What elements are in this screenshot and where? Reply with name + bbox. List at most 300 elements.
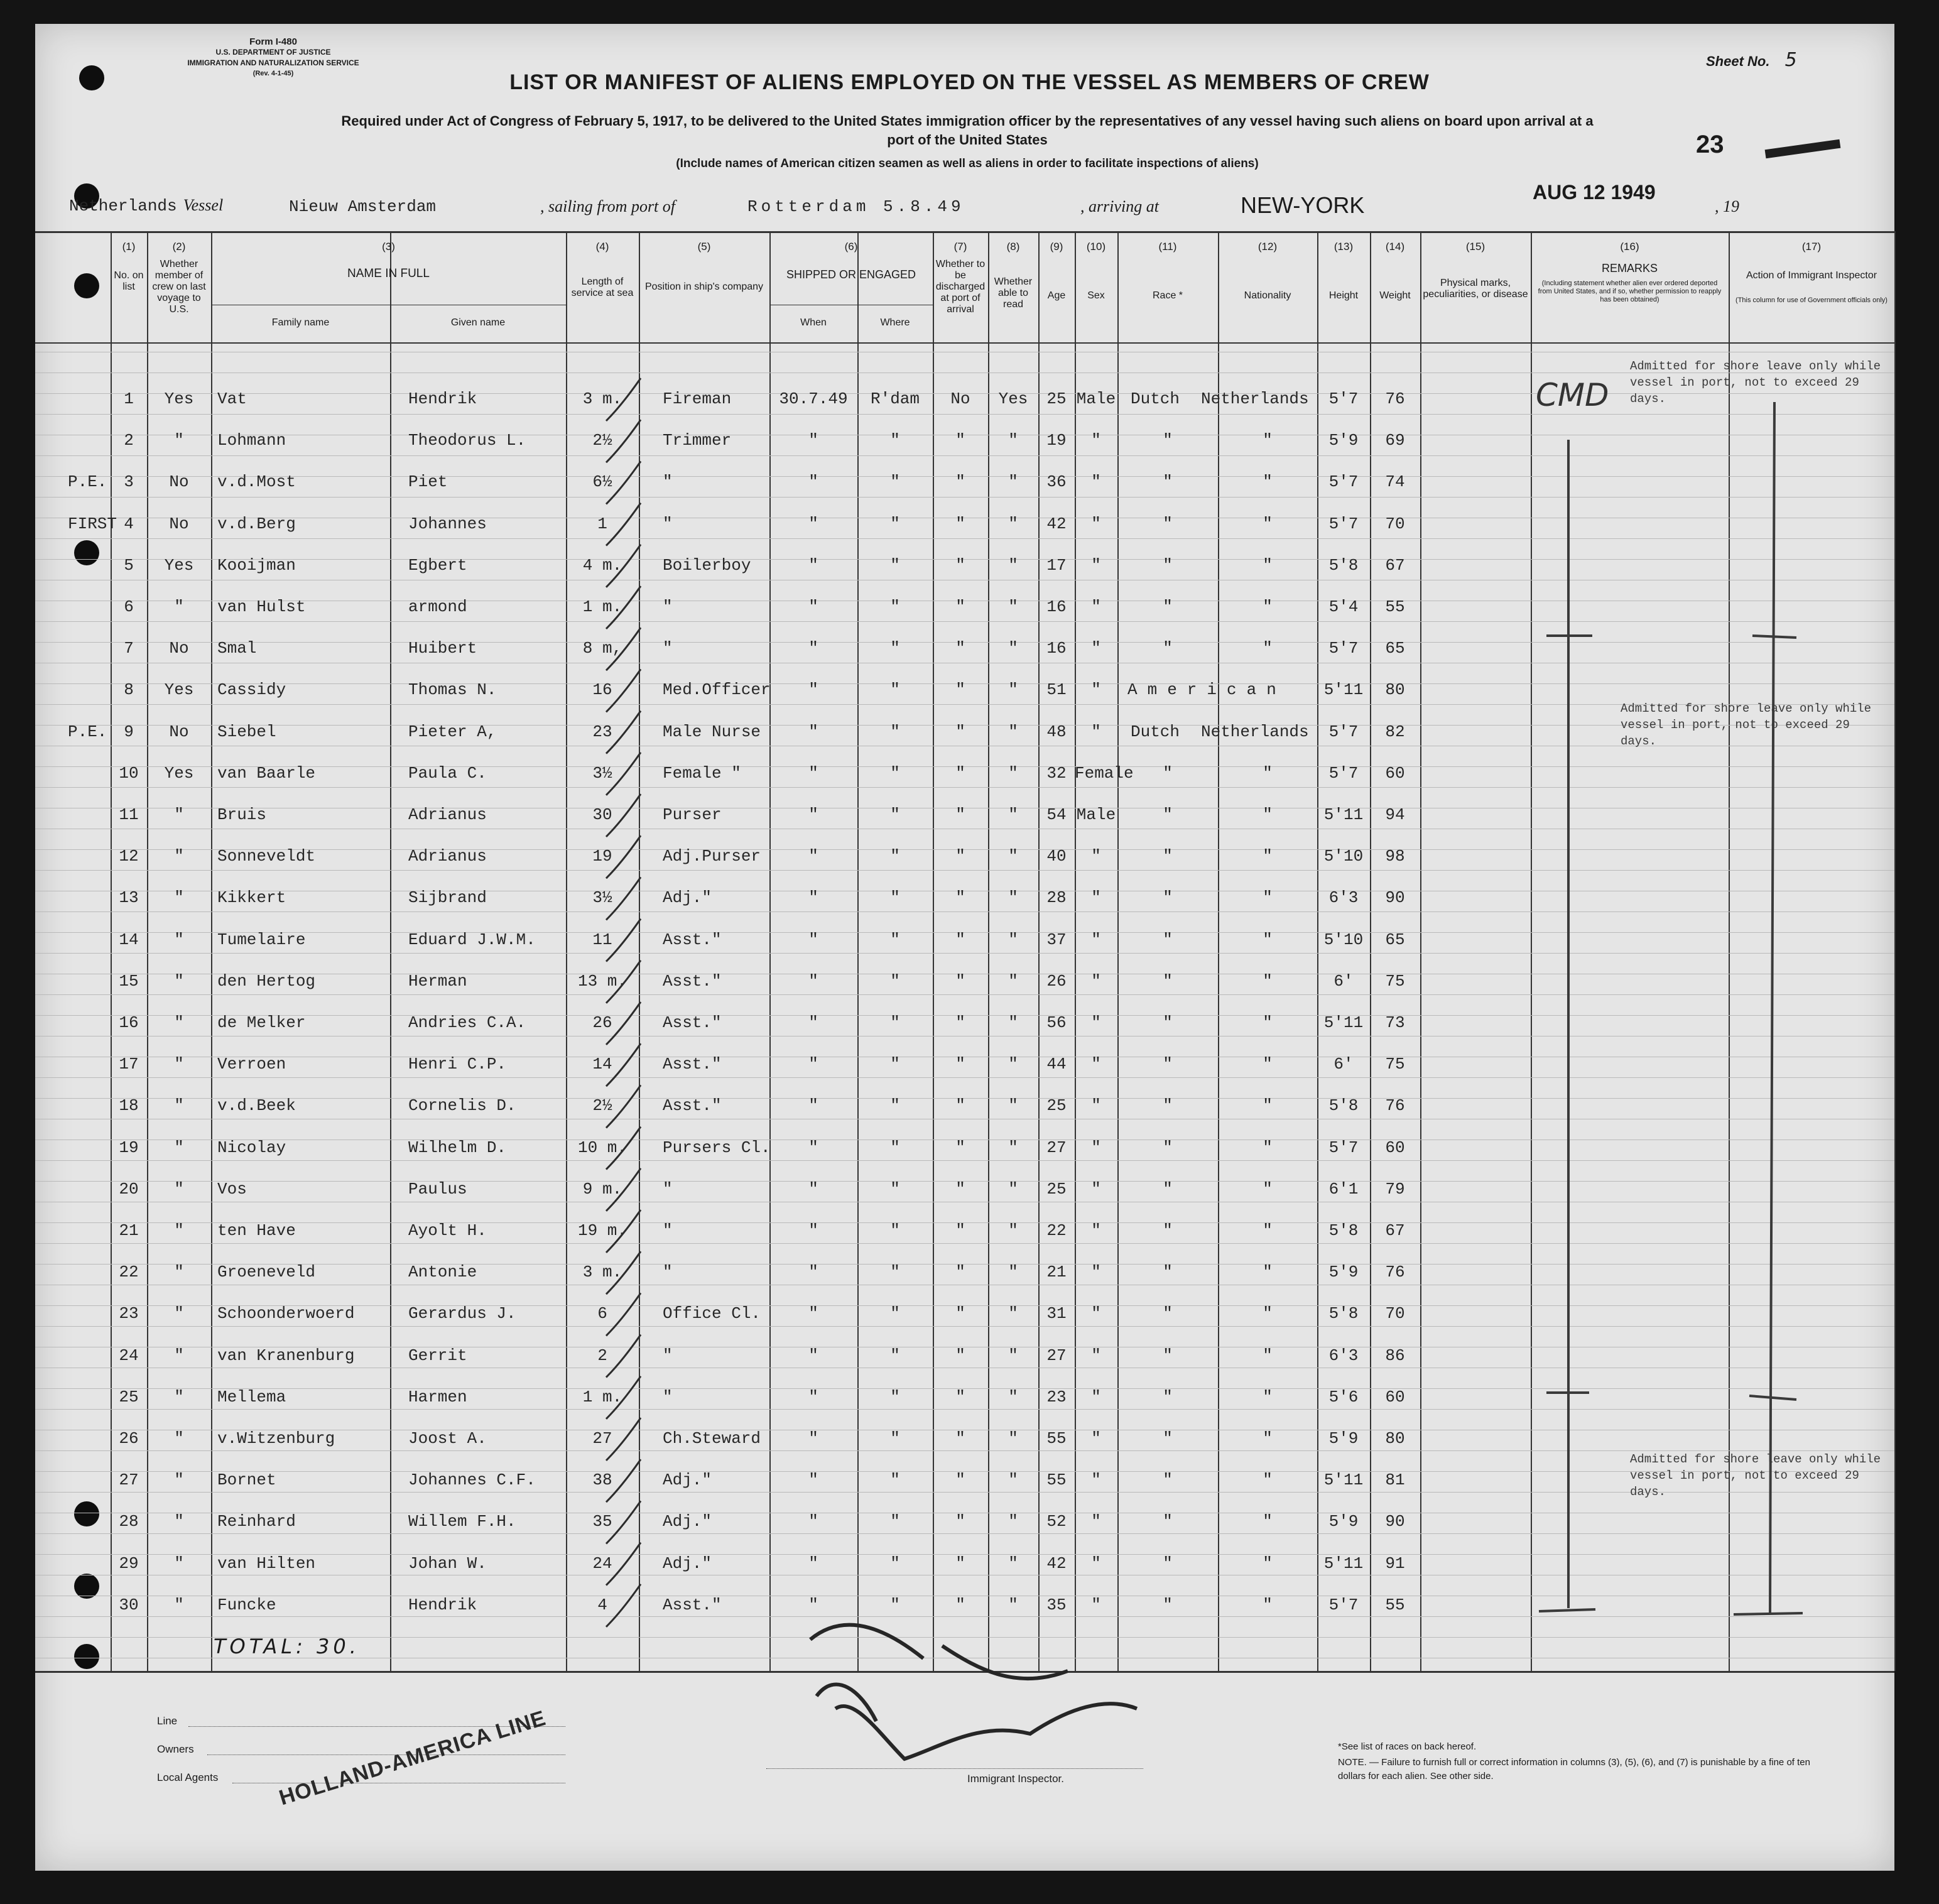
cell-given: Eduard J.W.M. bbox=[408, 930, 536, 949]
cell-read: " bbox=[1008, 888, 1018, 907]
cell-position: " bbox=[663, 597, 673, 616]
cell-nationality: " bbox=[1263, 1096, 1273, 1115]
cell-age: 28 bbox=[1046, 888, 1067, 907]
cell-sex: " bbox=[1091, 1346, 1101, 1365]
cell-family: Bornet bbox=[217, 1471, 276, 1489]
cell-when: " bbox=[808, 1346, 818, 1365]
cell-height: 6'3 bbox=[1328, 888, 1359, 907]
cell-position: Asst." bbox=[663, 1596, 722, 1614]
cell-length: 38 bbox=[592, 1471, 612, 1489]
cell-discharged: " bbox=[955, 930, 965, 949]
column-number: (3) bbox=[382, 241, 395, 253]
cell-when: " bbox=[808, 972, 818, 991]
cell-race: " bbox=[1163, 1221, 1173, 1240]
cell-nationality: " bbox=[1263, 1180, 1273, 1199]
cell-given: Thomas N. bbox=[408, 680, 497, 699]
cell-length: 30 bbox=[592, 805, 612, 824]
column-number: (11) bbox=[1158, 241, 1177, 253]
cell-race: " bbox=[1163, 1263, 1173, 1281]
cell-race: Dutch bbox=[1131, 389, 1180, 408]
cell-discharged: " bbox=[955, 888, 965, 907]
cell-last-voyage: Yes bbox=[164, 556, 194, 575]
cell-age: 36 bbox=[1046, 472, 1067, 491]
cell-discharged: " bbox=[955, 556, 965, 575]
cell-height: 5'7 bbox=[1328, 472, 1359, 491]
cell-sex: " bbox=[1091, 597, 1101, 616]
cell-race: " bbox=[1163, 1096, 1173, 1115]
cell-no: 16 bbox=[119, 1013, 139, 1032]
cell-last-voyage: No bbox=[169, 722, 189, 741]
cell-read: " bbox=[1008, 1304, 1018, 1323]
cell-nationality: " bbox=[1263, 1263, 1273, 1281]
cell-sex: " bbox=[1091, 431, 1101, 450]
cell-when: " bbox=[808, 1304, 818, 1323]
cell-where: " bbox=[890, 1554, 900, 1573]
cell-length: 8 m, bbox=[582, 639, 622, 658]
cell-discharged: " bbox=[955, 431, 965, 450]
cell-position: " bbox=[663, 1180, 673, 1199]
cell-sex: " bbox=[1091, 1304, 1101, 1323]
cell-when: " bbox=[808, 722, 818, 741]
cell-sex: " bbox=[1091, 514, 1101, 533]
cell-position: Trimmer bbox=[663, 431, 732, 450]
cell-age: 48 bbox=[1046, 722, 1067, 741]
cell-no: 5 bbox=[124, 556, 134, 575]
cell-length: 16 bbox=[592, 680, 612, 699]
cell-sex: " bbox=[1091, 556, 1101, 575]
cell-when: " bbox=[808, 1554, 818, 1573]
cell-last-voyage: " bbox=[174, 1263, 184, 1281]
cell-length: 9 m. bbox=[582, 1180, 622, 1199]
cell-sex: " bbox=[1091, 722, 1101, 741]
document-title: LIST OR MANIFEST OF ALIENS EMPLOYED ON THE VESSEL AS MEMBERS OF CREW bbox=[509, 70, 1430, 94]
cell-read: " bbox=[1008, 680, 1018, 699]
cell-sex: Female bbox=[1075, 764, 1134, 783]
cell-race: American bbox=[1127, 680, 1286, 699]
cell-length: 3½ bbox=[592, 888, 612, 907]
cell-length: 26 bbox=[592, 1013, 612, 1032]
cell-last-voyage: No bbox=[169, 514, 189, 533]
cell-family: Kooijman bbox=[217, 556, 296, 575]
cell-nationality: " bbox=[1263, 1596, 1273, 1614]
cell-position: Ch.Steward bbox=[663, 1429, 761, 1448]
cell-when: " bbox=[808, 1138, 818, 1157]
cell-when: " bbox=[808, 888, 818, 907]
cell-last-voyage: Yes bbox=[164, 764, 194, 783]
cell-given: Sijbrand bbox=[408, 888, 487, 907]
cell-weight: 98 bbox=[1385, 847, 1405, 866]
cell-nationality: " bbox=[1263, 639, 1273, 658]
cell-length: 1 m. bbox=[582, 597, 622, 616]
col-given-name: Given name bbox=[450, 317, 506, 328]
cell-length: 14 bbox=[592, 1055, 612, 1074]
cell-position: " bbox=[663, 1346, 673, 1365]
column-number: (14) bbox=[1385, 241, 1405, 253]
cell-race: " bbox=[1163, 1512, 1173, 1531]
cell-read: " bbox=[1008, 972, 1018, 991]
cell-discharged: " bbox=[955, 1554, 965, 1573]
cell-length: 1 m. bbox=[582, 1388, 622, 1406]
cell-race: " bbox=[1163, 597, 1173, 616]
margin-note: P.E. bbox=[68, 722, 107, 741]
cell-age: 51 bbox=[1046, 680, 1067, 699]
cell-position: " bbox=[663, 514, 673, 533]
cell-position: Med.Officer bbox=[663, 680, 771, 699]
shore-leave-note-3: Admitted for shore leave only while vessel in port, not to exceed 29 days. bbox=[1630, 1452, 1881, 1499]
cell-when: " bbox=[808, 847, 818, 866]
column-number: (13) bbox=[1333, 241, 1354, 253]
cell-nationality: " bbox=[1263, 431, 1273, 450]
tick-mark bbox=[606, 628, 641, 670]
cell-family: van Baarle bbox=[217, 764, 316, 783]
cell-height: 5'9 bbox=[1328, 1429, 1359, 1448]
cell-given: Paula C. bbox=[408, 764, 487, 783]
cell-given: armond bbox=[408, 597, 467, 616]
margin-note: FIRST bbox=[68, 514, 117, 533]
cell-height: 5'11 bbox=[1323, 1471, 1364, 1489]
cell-weight: 73 bbox=[1385, 1013, 1405, 1032]
col-able-read: Whether able to read bbox=[994, 276, 1033, 310]
cell-position: " bbox=[663, 1221, 673, 1240]
cell-age: 16 bbox=[1046, 639, 1067, 658]
cell-height: 5'9 bbox=[1328, 1263, 1359, 1281]
cell-no: 9 bbox=[124, 722, 134, 741]
cell-position: Purser bbox=[663, 805, 722, 824]
cell-position: Asst." bbox=[663, 930, 722, 949]
cell-where: " bbox=[890, 1596, 900, 1614]
cell-read: " bbox=[1008, 764, 1018, 783]
cell-given: Piet bbox=[408, 472, 448, 491]
cell-last-voyage: " bbox=[174, 1471, 184, 1489]
sheet-number: 5 bbox=[1784, 49, 1797, 71]
cell-race: " bbox=[1163, 805, 1173, 824]
cell-age: 54 bbox=[1046, 805, 1067, 824]
cell-given: Adrianus bbox=[408, 847, 487, 866]
cell-race: " bbox=[1163, 764, 1173, 783]
cell-given: Ayolt H. bbox=[408, 1221, 487, 1240]
cell-weight: 60 bbox=[1385, 764, 1405, 783]
cell-height: 5'8 bbox=[1328, 1304, 1359, 1323]
tick-mark bbox=[606, 378, 641, 421]
cell-sex: " bbox=[1091, 888, 1101, 907]
tick-mark bbox=[606, 753, 641, 795]
cell-nationality: " bbox=[1263, 1554, 1273, 1573]
cell-discharged: " bbox=[955, 1138, 965, 1157]
cell-race: " bbox=[1163, 639, 1173, 658]
cell-discharged: " bbox=[955, 1304, 965, 1323]
cell-where: " bbox=[890, 764, 900, 783]
cell-when: " bbox=[808, 597, 818, 616]
cell-sex: " bbox=[1091, 1138, 1101, 1157]
cell-discharged: " bbox=[955, 764, 965, 783]
tick-mark bbox=[606, 503, 641, 546]
cell-no: 3 bbox=[124, 472, 134, 491]
cell-sex: " bbox=[1091, 1263, 1101, 1281]
cell-discharged: " bbox=[955, 1512, 965, 1531]
cell-where: " bbox=[890, 1221, 900, 1240]
column-number: (4) bbox=[595, 241, 609, 253]
cell-discharged: " bbox=[955, 1096, 965, 1115]
cell-given: Gerardus J. bbox=[408, 1304, 516, 1323]
cell-length: 24 bbox=[592, 1554, 612, 1573]
cell-when: " bbox=[808, 1013, 818, 1032]
cell-nationality: " bbox=[1263, 764, 1273, 783]
cell-no: 20 bbox=[119, 1180, 139, 1199]
cell-family: Sonneveldt bbox=[217, 847, 316, 866]
cell-discharged: " bbox=[955, 1471, 965, 1489]
col-name-in-full: NAME IN FULL bbox=[347, 267, 430, 280]
cell-where: " bbox=[890, 847, 900, 866]
cell-height: 6' bbox=[1333, 1055, 1354, 1074]
cell-age: 25 bbox=[1046, 1180, 1067, 1199]
action-tick bbox=[1734, 1613, 1803, 1614]
cell-length: 2½ bbox=[592, 1096, 612, 1115]
cell-length: 6 bbox=[597, 1304, 607, 1323]
cell-race: " bbox=[1163, 888, 1173, 907]
cell-discharged: " bbox=[955, 1596, 965, 1614]
cell-position: Office Cl. bbox=[663, 1304, 761, 1323]
cell-age: 21 bbox=[1046, 1263, 1067, 1281]
cell-no: 21 bbox=[119, 1221, 139, 1240]
cell-race: " bbox=[1163, 556, 1173, 575]
cell-family: Siebel bbox=[217, 722, 276, 741]
cell-family: Lohmann bbox=[217, 431, 286, 450]
cell-where: " bbox=[890, 1304, 900, 1323]
cell-read: " bbox=[1008, 930, 1018, 949]
column-number: (6) bbox=[844, 241, 858, 253]
cell-nationality: " bbox=[1263, 556, 1273, 575]
cell-weight: 65 bbox=[1385, 930, 1405, 949]
cell-race: " bbox=[1163, 1180, 1173, 1199]
cell-read: " bbox=[1008, 472, 1018, 491]
cell-sex: " bbox=[1091, 1013, 1101, 1032]
cell-family: Funcke bbox=[217, 1596, 276, 1614]
cell-race: Dutch bbox=[1131, 722, 1180, 741]
cell-discharged: " bbox=[955, 639, 965, 658]
cell-where: " bbox=[890, 1138, 900, 1157]
cell-where: " bbox=[890, 1096, 900, 1115]
cell-given: Pieter A, bbox=[408, 722, 497, 741]
cell-height: 5'8 bbox=[1328, 1221, 1359, 1240]
cell-age: 25 bbox=[1046, 1096, 1067, 1115]
cell-length: 13 m. bbox=[577, 972, 627, 991]
cell-discharged: No bbox=[950, 389, 970, 408]
remark-handwritten-initials: CMD bbox=[1536, 377, 1609, 413]
cell-sex: " bbox=[1091, 1596, 1101, 1614]
cell-height: 6'3 bbox=[1328, 1346, 1359, 1365]
service: IMMIGRATION AND NATURALIZATION SERVICE bbox=[187, 58, 359, 67]
cell-sex: " bbox=[1091, 1512, 1101, 1531]
cell-sex: " bbox=[1091, 1471, 1101, 1489]
cell-family: v.d.Berg bbox=[217, 514, 296, 533]
cell-where: " bbox=[890, 680, 900, 699]
cell-length: 3½ bbox=[592, 764, 612, 783]
arriving-label: , arriving at bbox=[1080, 197, 1159, 215]
cell-height: 5'7 bbox=[1328, 764, 1359, 783]
cell-read: " bbox=[1008, 556, 1018, 575]
cell-discharged: " bbox=[955, 1429, 965, 1448]
cell-age: 37 bbox=[1046, 930, 1067, 949]
cell-given: Willem F.H. bbox=[408, 1512, 516, 1531]
cell-length: 27 bbox=[592, 1429, 612, 1448]
cell-height: 5'11 bbox=[1323, 1554, 1364, 1573]
cell-position: Pursers Cl. bbox=[663, 1138, 771, 1157]
vessel-nationality: Netherlands bbox=[69, 197, 177, 215]
cell-height: 6' bbox=[1333, 972, 1354, 991]
cell-family: de Melker bbox=[217, 1013, 306, 1032]
cell-where: " bbox=[890, 472, 900, 491]
cell-family: Smal bbox=[217, 639, 257, 658]
cell-height: 5'6 bbox=[1328, 1388, 1359, 1406]
cell-discharged: " bbox=[955, 1388, 965, 1406]
tick-mark bbox=[606, 1002, 641, 1045]
cell-race: " bbox=[1163, 1554, 1173, 1573]
cell-nationality: " bbox=[1263, 847, 1273, 866]
cell-last-voyage: Yes bbox=[164, 389, 194, 408]
cell-where: " bbox=[890, 888, 900, 907]
cell-when: " bbox=[808, 1471, 818, 1489]
cell-last-voyage: " bbox=[174, 1096, 184, 1115]
cell-given: Hendrik bbox=[408, 389, 477, 408]
cell-weight: 90 bbox=[1385, 888, 1405, 907]
cell-age: 56 bbox=[1046, 1013, 1067, 1032]
cell-when: " bbox=[808, 472, 818, 491]
cell-discharged: " bbox=[955, 680, 965, 699]
cell-weight: 76 bbox=[1385, 1263, 1405, 1281]
cell-read: Yes bbox=[998, 389, 1028, 408]
cell-family: van Hulst bbox=[217, 597, 306, 616]
cell-last-voyage: No bbox=[169, 639, 189, 658]
cell-no: 14 bbox=[119, 930, 139, 949]
cell-where: " bbox=[890, 556, 900, 575]
cell-age: 42 bbox=[1046, 1554, 1067, 1573]
cell-last-voyage: " bbox=[174, 1388, 184, 1406]
cell-weight: 76 bbox=[1385, 389, 1405, 408]
cell-position: Asst." bbox=[663, 1013, 722, 1032]
cell-given: Huibert bbox=[408, 639, 477, 658]
cell-no: 12 bbox=[119, 847, 139, 866]
cell-family: Tumelaire bbox=[217, 930, 306, 949]
cell-nationality: " bbox=[1263, 972, 1273, 991]
cell-last-voyage: " bbox=[174, 1512, 184, 1531]
cell-weight: 91 bbox=[1385, 1554, 1405, 1573]
cell-nationality: " bbox=[1263, 1221, 1273, 1240]
cell-read: " bbox=[1008, 1554, 1018, 1573]
cell-position: Adj." bbox=[663, 1554, 712, 1573]
column-number: (17) bbox=[1801, 241, 1822, 253]
cell-weight: 76 bbox=[1385, 1096, 1405, 1115]
cell-discharged: " bbox=[955, 847, 965, 866]
cell-sex: " bbox=[1091, 472, 1101, 491]
tick-mark bbox=[606, 877, 641, 920]
col-remarks: REMARKS bbox=[1601, 262, 1658, 275]
cell-nationality: " bbox=[1263, 1304, 1273, 1323]
cell-sex: " bbox=[1091, 1221, 1101, 1240]
cell-given: Adrianus bbox=[408, 805, 487, 824]
cell-weight: 55 bbox=[1385, 597, 1405, 616]
cell-position: Asst." bbox=[663, 1096, 722, 1115]
cell-read: " bbox=[1008, 639, 1018, 658]
cell-height: 5'4 bbox=[1328, 597, 1359, 616]
cell-last-voyage: " bbox=[174, 805, 184, 824]
tick-mark bbox=[606, 1043, 641, 1086]
cell-family: Schoonderwoerd bbox=[217, 1304, 355, 1323]
cell-race: " bbox=[1163, 1471, 1173, 1489]
cell-family: van Hilten bbox=[217, 1554, 316, 1573]
col-action-note: (This column for use of Government officials only) bbox=[1735, 296, 1887, 304]
shore-leave-note-1: Admitted for shore leave only while vessel in port, not to exceed 29 days. bbox=[1630, 359, 1881, 406]
col-nationality: Nationality bbox=[1244, 290, 1291, 301]
col-race: Race * bbox=[1152, 290, 1183, 301]
cell-read: " bbox=[1008, 1596, 1018, 1614]
form-number: Form I-480 bbox=[249, 36, 297, 47]
cell-length: 19 m. bbox=[577, 1221, 627, 1240]
cell-when: " bbox=[808, 1512, 818, 1531]
cell-discharged: " bbox=[955, 597, 965, 616]
cell-position: Adj." bbox=[663, 1512, 712, 1531]
penalty-note: NOTE. — Failure to furnish full or correct information in columns (3), (5), (6), and (7) is punishable by a fine of ten dollars for each alien. See other side. bbox=[1338, 1757, 1810, 1782]
cell-length: 2 bbox=[597, 1346, 607, 1365]
cell-sex: " bbox=[1091, 972, 1101, 991]
local-agents-label: Local Agents bbox=[157, 1771, 219, 1783]
cell-last-voyage: " bbox=[174, 847, 184, 866]
cell-when: 30.7.49 bbox=[779, 389, 848, 408]
cell-when: " bbox=[808, 639, 818, 658]
cell-age: 25 bbox=[1046, 389, 1067, 408]
cell-no: 18 bbox=[119, 1096, 139, 1115]
cell-no: 27 bbox=[119, 1471, 139, 1489]
cell-age: 22 bbox=[1046, 1221, 1067, 1240]
cell-weight: 81 bbox=[1385, 1471, 1405, 1489]
cell-height: 5'8 bbox=[1328, 1096, 1359, 1115]
remarks-tick bbox=[1539, 1609, 1595, 1611]
cell-length: 35 bbox=[592, 1512, 612, 1531]
cell-sex: Male bbox=[1076, 805, 1116, 824]
tick-mark bbox=[606, 1127, 641, 1170]
cell-last-voyage: " bbox=[174, 1429, 184, 1448]
cell-given: Johannes C.F. bbox=[408, 1471, 536, 1489]
cell-nationality: Netherlands bbox=[1201, 389, 1309, 408]
col-shipped-engaged: SHIPPED OR ENGAGED bbox=[786, 268, 916, 281]
tick-mark bbox=[606, 1543, 641, 1586]
tick-mark bbox=[606, 835, 641, 878]
cell-where: " bbox=[890, 1388, 900, 1406]
cell-weight: 80 bbox=[1385, 1429, 1405, 1448]
cell-family: v.d.Most bbox=[217, 472, 296, 491]
cell-no: 29 bbox=[119, 1554, 139, 1573]
cell-height: 5'9 bbox=[1328, 1512, 1359, 1531]
tick-mark bbox=[606, 1335, 641, 1378]
cell-weight: 55 bbox=[1385, 1596, 1405, 1614]
cell-height: 5'11 bbox=[1323, 805, 1364, 824]
cell-given: Henri C.P. bbox=[408, 1055, 507, 1074]
cell-weight: 82 bbox=[1385, 722, 1405, 741]
cell-no: 26 bbox=[119, 1429, 139, 1448]
cell-no: 2 bbox=[124, 431, 134, 450]
cell-height: 6'1 bbox=[1328, 1180, 1359, 1199]
cell-last-voyage: " bbox=[174, 1180, 184, 1199]
remarks-bracket-line bbox=[1568, 440, 1569, 1608]
cell-discharged: " bbox=[955, 1180, 965, 1199]
cell-age: 23 bbox=[1046, 1388, 1067, 1406]
cell-when: " bbox=[808, 1596, 818, 1614]
cell-nationality: " bbox=[1263, 930, 1273, 949]
cell-where: " bbox=[890, 1429, 900, 1448]
cell-last-voyage: " bbox=[174, 1346, 184, 1365]
department: U.S. DEPARTMENT OF JUSTICE bbox=[215, 48, 331, 57]
cell-sex: " bbox=[1091, 1554, 1101, 1573]
cell-position: Adj." bbox=[663, 888, 712, 907]
